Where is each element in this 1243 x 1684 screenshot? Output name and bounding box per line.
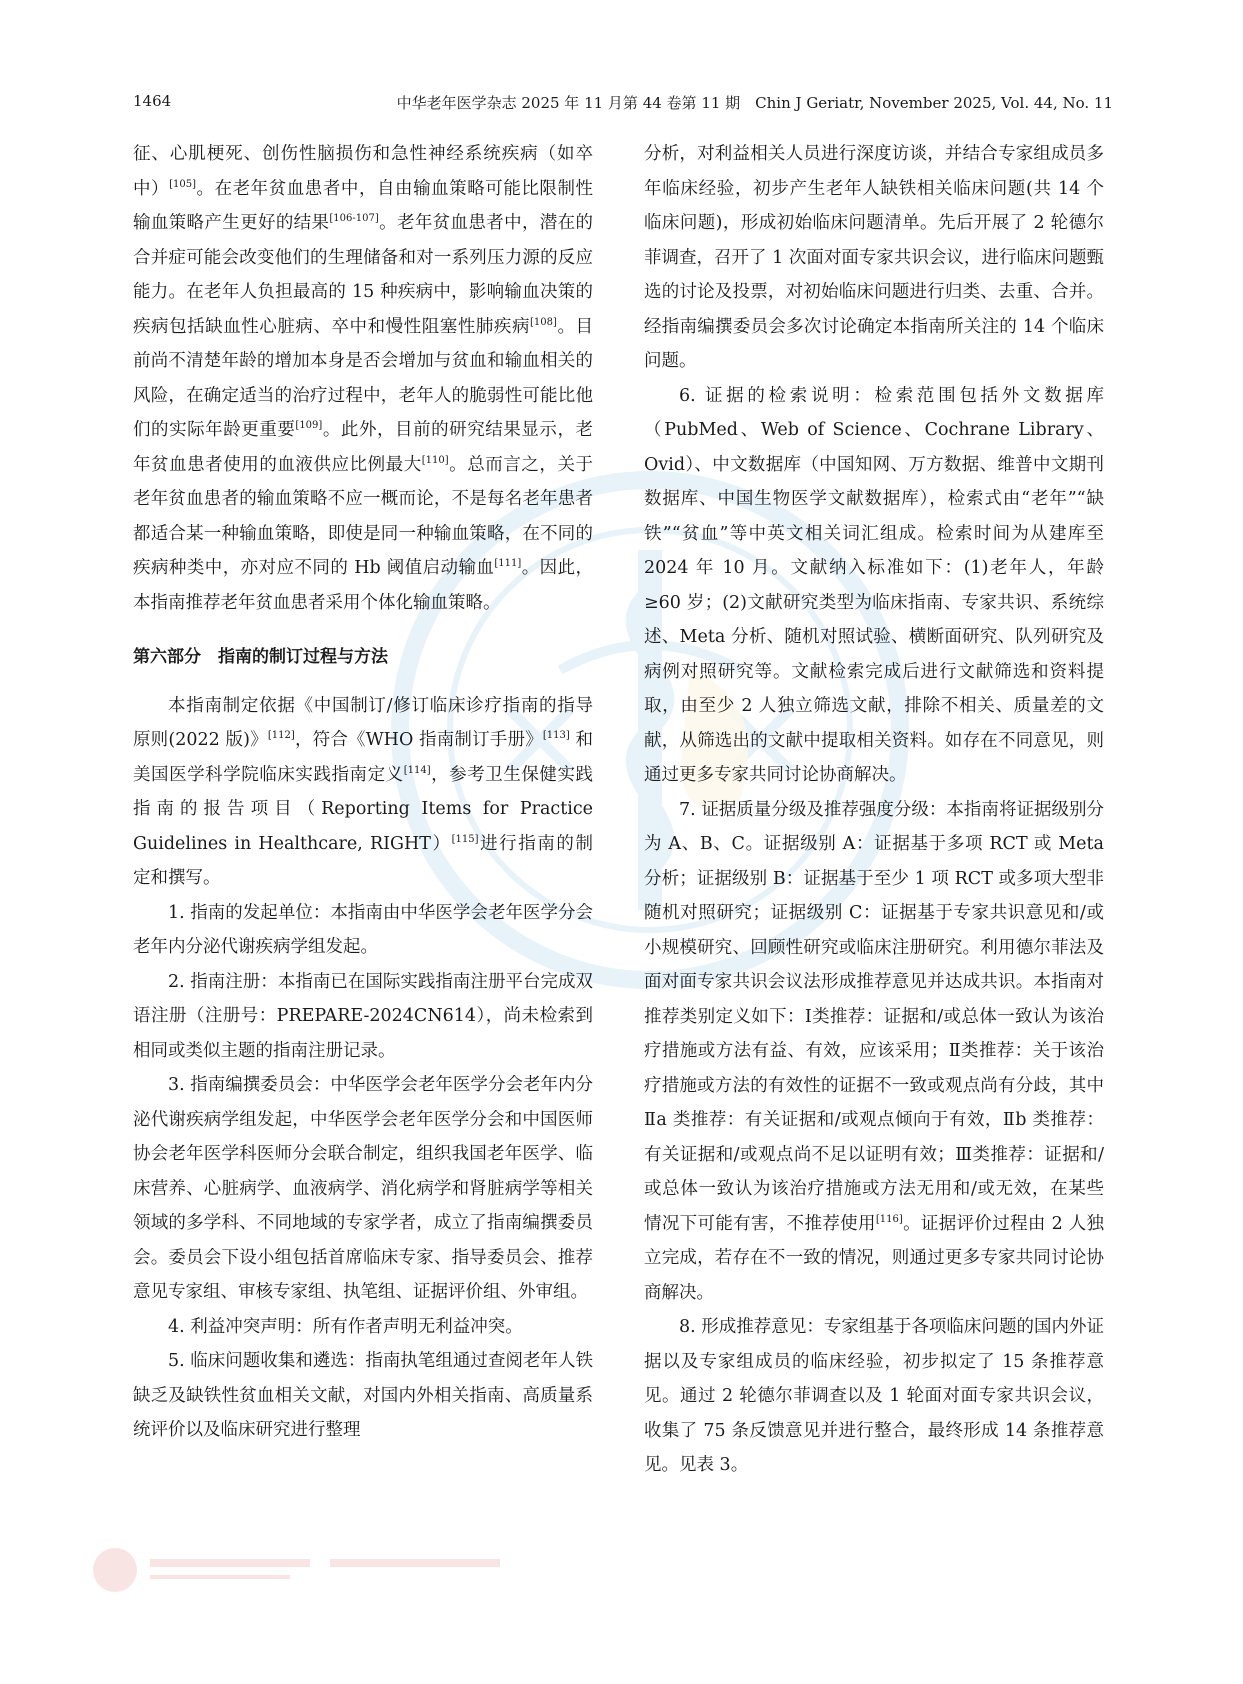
paragraph-item-5: 5. 临床问题收集和遴选：指南执笔组通过查阅老年人铁缺乏及缺铁性贫血相关文献，对国内外相关指南、高质量系统评价以及临床研究进行整理 xyxy=(133,1351,593,1440)
paragraph-basis: 本指南制定依据《中国制订/修订临床诊疗指南的指导原则(2022 版)》[112]，符合《WHO 指南制订手册》[113] 和美国医学科学院临床实践指南定义[114]，参考卫生保健实践指南的报告项目（Reporting Items for Practice Guidelines in Healthcare, RIGHT）[115]进行指南的制定和撰写。 xyxy=(133,695,594,888)
right-column xyxy=(644,137,1104,1483)
paragraph-item-2: 2. 指南注册：本指南已在国际实践指南注册平台完成双语注册（注册号：PREPARE-2024CN614），尚未检索到相同或类似主题的指南注册记录。 xyxy=(133,971,593,1061)
left-column xyxy=(133,137,593,1448)
page-number: 1464 xyxy=(133,92,172,110)
reference-mark: [115] xyxy=(451,833,479,845)
paragraph-transfusion: 征、心肌梗死、创伤性脑损伤和急性神经系统疾病（如卒中）[105]。在老年贫血患者中，自由输血策略可能比限制性输血策略产生更好的结果[106-107]。老年贫血患者中，潜在的合并症可能会改变他们的生理储备和对一系列压力源的反应能力。在老年人负担最高的 15 种疾病中，影响输血决策的疾病包括缺血性心脏病、卒中和慢性阻塞性肺疾病[108]。目前尚不清楚年龄的增加本身是否会增加与贫血和输血相关的风险，在确定适当的治疗过程中，老年人的脆弱性可能比他们的实际年龄更重要[109]。此外，目前的研究结果显示，老年贫血患者使用的血液供应比例最大[110]。总而言之，关于老年贫血患者的输血策略不应一概而论，不是每名老年患者都适合某一种输血策略，即使是同一种输血策略，在不同的疾病种类中，亦对应不同的 Hb 阈值启动输血[111]。因此，本指南推荐老年贫血患者采用个体化输血策略。 xyxy=(133,144,594,613)
reference-mark: [112] xyxy=(267,730,295,742)
reference-mark: [110] xyxy=(421,454,449,466)
reference-mark: [111] xyxy=(494,558,522,570)
reference-mark: [113] xyxy=(542,730,570,742)
paragraph-item-6: 6. 证据的检索说明：检索范围包括外文数据库（PubMed、Web of Science、Cochrane Library、Ovid）、中文数据库（中国知网、万方数据、维普中文期刊数据库、中国生物医学文献数据库），检索式由“老年”“缺铁”“贫血”等中英文相关词汇组成。检索时间为从建库至 2024 年 10 月。文献纳入标准如下：(1)老年人，年龄≥60 岁；(2)文献研究类型为临床指南、专家共识、系统综述、Meta 分析、随机对照试验、横断面研究、队列研究及病例对照研究等。文献检索完成后进行文献筛选和资料提取，由至少 2 人独立筛选文献，排除不相关、质量差的文献，从筛选出的文献中提取相关资料。如存在不同意见，则通过更多专家共同讨论协商解决。 xyxy=(644,385,1104,785)
publishing-house-logo-icon xyxy=(90,1545,510,1595)
journal-citation: 中华老年医学杂志 2025 年 11 月第 44 卷第 11 期 Chin J Geriatr, November 2025, Vol. 44, No. 11 xyxy=(396,94,1113,112)
reference-mark: [108] xyxy=(530,316,557,328)
reference-mark: [109] xyxy=(295,420,323,432)
paragraph-item-5-cont: 分析，对利益相关人员进行深度访谈，并结合专家组成员多年临床经验，初步产生老年人缺铁相关临床问题(共 14 个临床问题)，形成初始临床问题清单。先后开展了 2 轮德尔菲调查，召开了 1 次面对面专家共识会议，进行临床问题甄选的讨论及投票，对初始临床问题进行归类、去重、合并。经指南编撰委员会多次讨论确定本指南所关注的 14 个临床问题。 xyxy=(644,144,1104,371)
section-title: 第六部分 指南的制订过程与方法 xyxy=(133,647,388,667)
reference-mark: [116] xyxy=(875,1213,903,1225)
paragraph-item-8: 8. 形成推荐意见：专家组基于各项临床问题的国内外证据以及专家组成员的临床经验，初步拟定了 15 条推荐意见。通过 2 轮德尔菲调查以及 1 轮面对面专家共识会议，收集了 75 条反馈意见并进行整合，最终形成 14 条推荐意见。见表 3。 xyxy=(644,1317,1104,1475)
paragraph-item-7: 7. 证据质量分级及推荐强度分级：本指南将证据级别分为 A、B、C。证据级别 A：证据基于多项 RCT 或 Meta 分析；证据级别 B：证据基于至少 1 项 RCT 或多项大型非随机对照研究；证据级别 C：证据基于专家共识意见和/或小规模研究、回顾性研究或临床注册研究。利用德尔菲法及面对面专家共识会议法形成推荐意见并达成共识。本指南对推荐类别定义如下：Ⅰ类推荐：证据和/或总体一致认为该治疗措施或方法有益、有效，应该采用；Ⅱ类推荐：关于该治疗措施或方法的有效性的证据不一致或观点尚有分歧，其中Ⅱa 类推荐：有关证据和/或观点倾向于有效，Ⅱb 类推荐：有关证据和/或观点尚不足以证明有效；Ⅲ类推荐：证据和/或总体一致认为该治疗措施或方法无用和/或无效，在某些情况下可能有害，不推荐使用[116]。证据评价过程由 2 人独立完成，若存在不一致的情况，则通过更多专家共同讨论协商解决。 xyxy=(644,799,1104,1303)
reference-mark: [114] xyxy=(403,764,431,776)
running-header xyxy=(133,92,1113,118)
reference-mark: [105] xyxy=(169,178,196,190)
reference-mark: [106-107] xyxy=(329,213,379,225)
paragraph-item-1: 1. 指南的发起单位：本指南由中华医学会老年医学分会老年内分泌代谢疾病学组发起。 xyxy=(133,902,593,957)
paragraph-item-3: 3. 指南编撰委员会：中华医学会老年医学分会老年内分泌代谢疾病学组发起，中华医学会老年医学分会和中国医师协会老年医学科医师分会联合制定，组织我国老年医学、临床营养、心脏病学、血液病学、消化病学和肾脏病学等相关领域的多学科、不同地域的专家学者，成立了指南编撰委员会。委员会下设小组包括首席临床专家、指导委员会、推荐意见专家组、审核专家组、执笔组、证据评价组、外审组。 xyxy=(133,1075,593,1302)
paragraph-item-4: 4. 利益冲突声明：所有作者声明无利益冲突。 xyxy=(168,1316,523,1337)
